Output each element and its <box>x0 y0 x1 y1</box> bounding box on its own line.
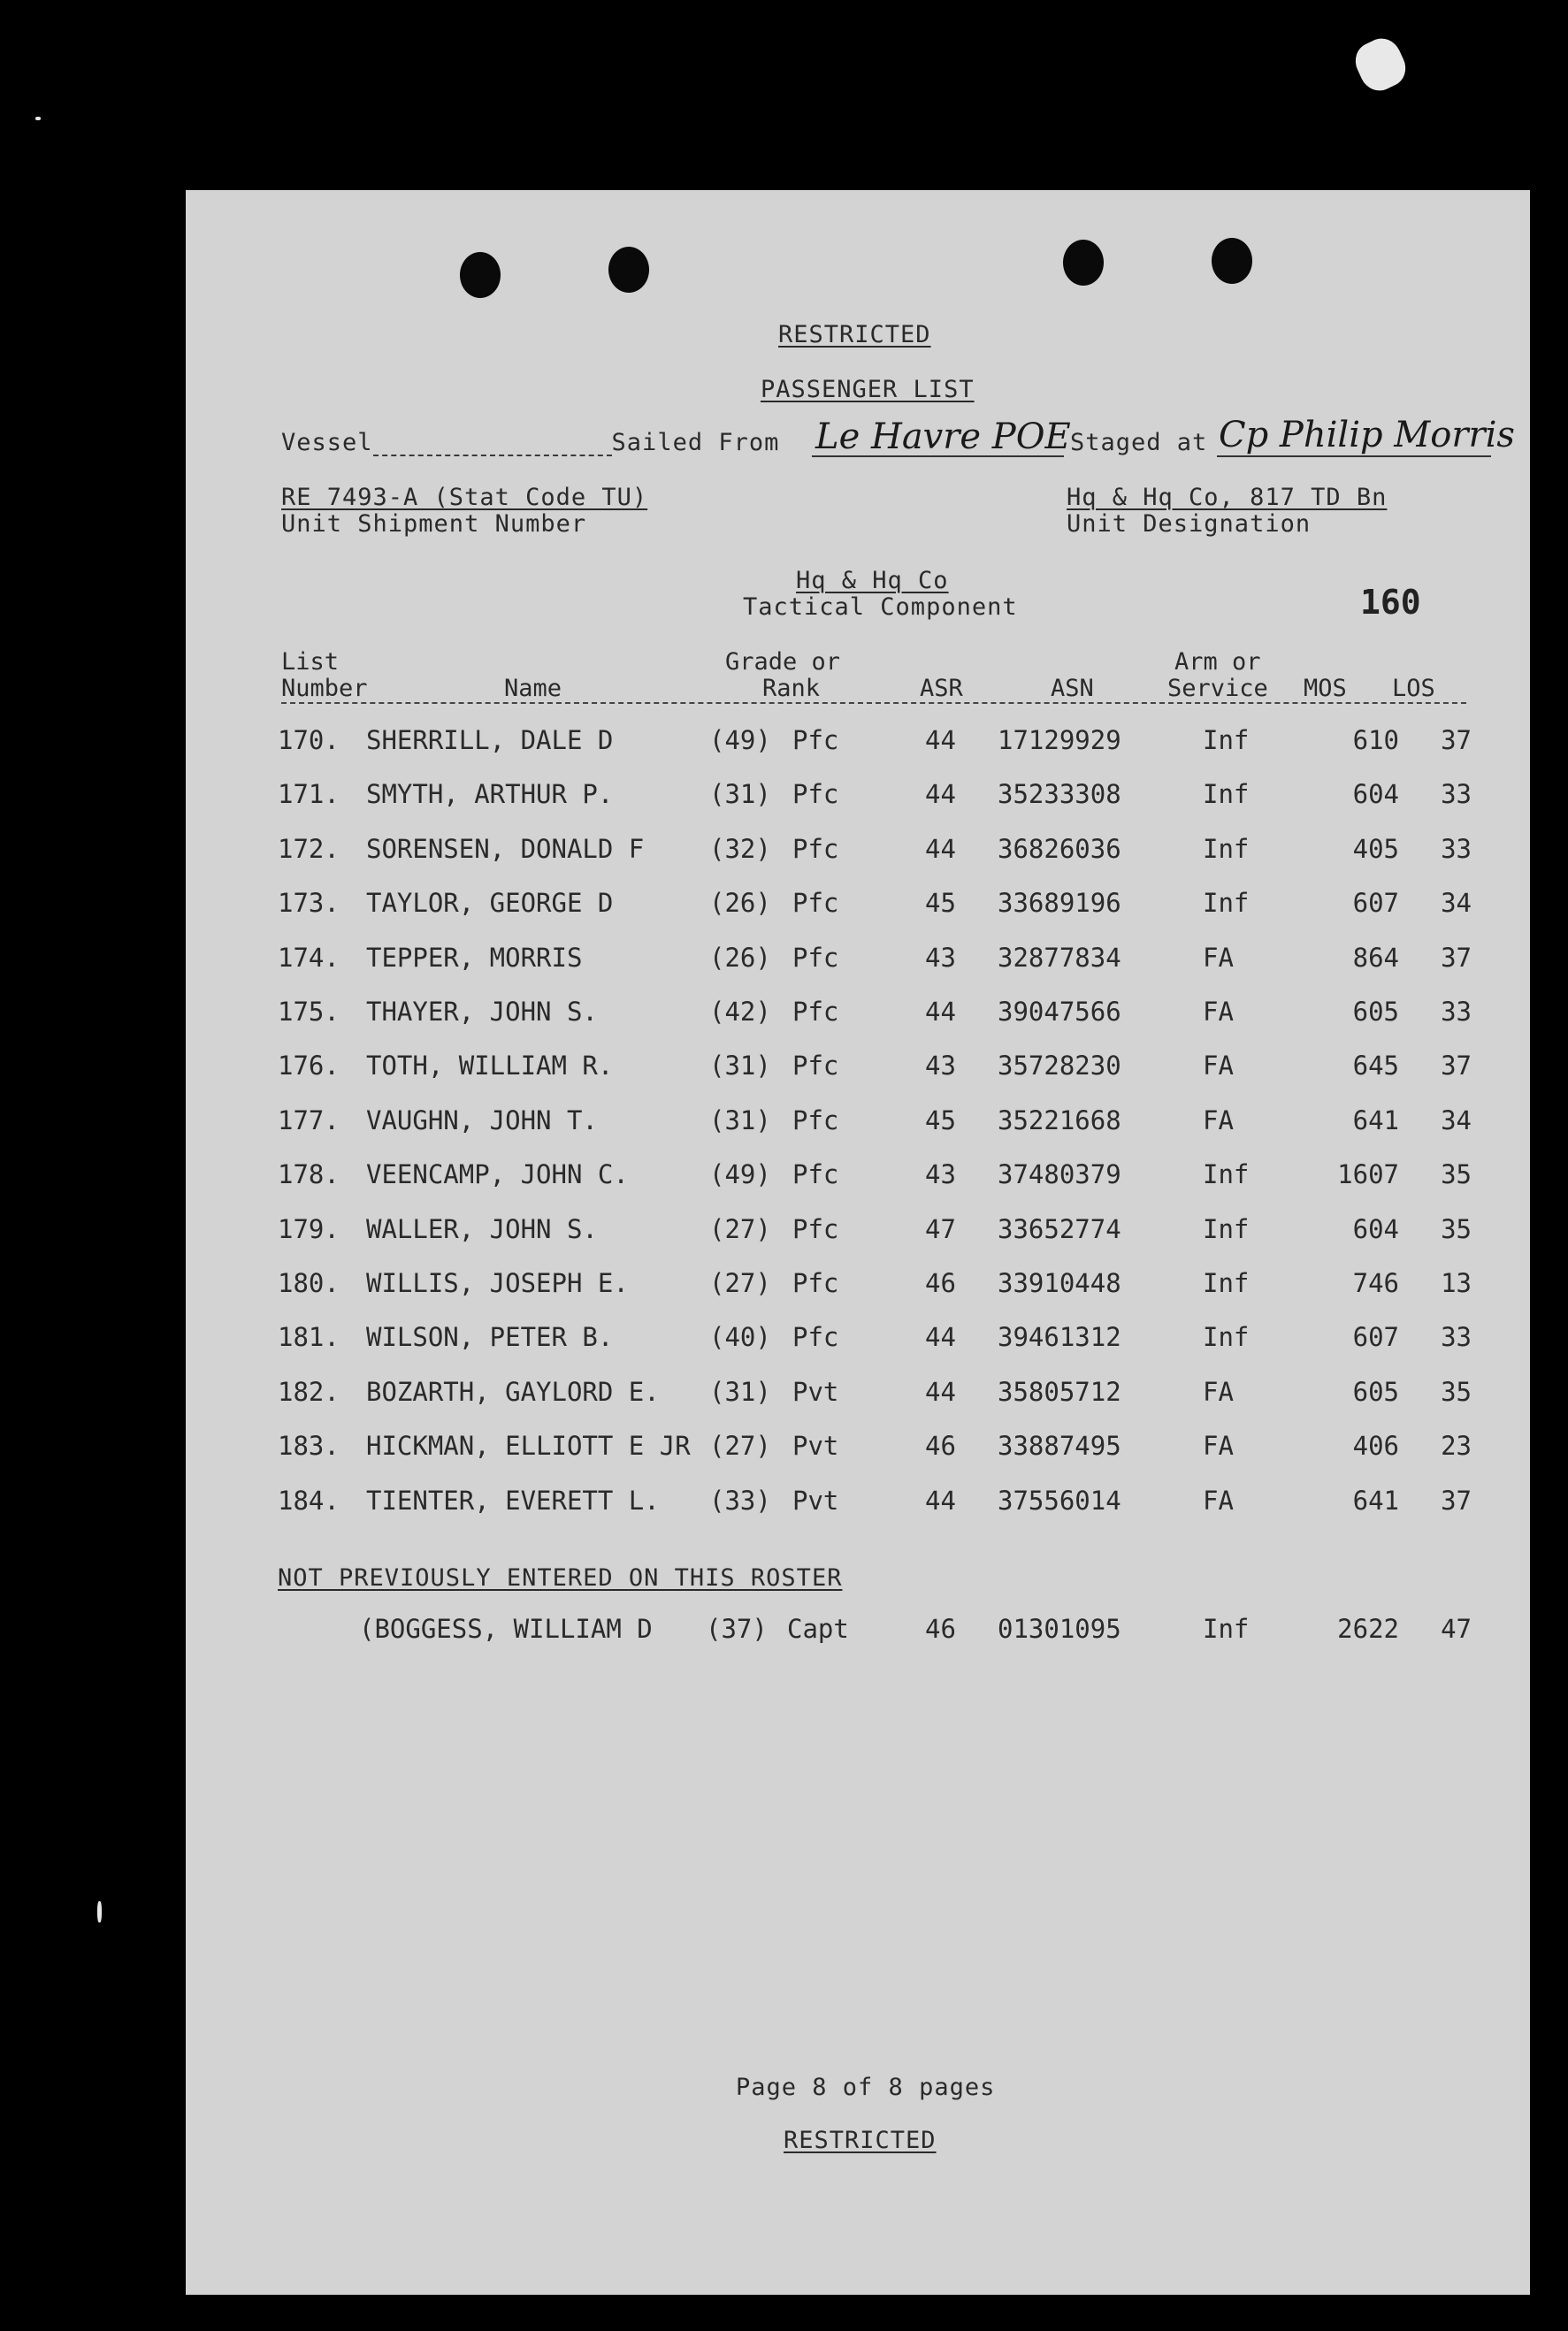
row-name: SHERRILL, DALE D <box>366 725 614 755</box>
row-name: VEENCAMP, JOHN C. <box>366 1159 629 1189</box>
row-asn: 39047566 <box>998 997 1121 1027</box>
row-arm: FA <box>1203 943 1234 973</box>
row-los: 34 <box>1441 888 1472 918</box>
row-arm: FA <box>1203 1377 1234 1407</box>
row-arm: Inf <box>1203 1322 1250 1352</box>
row-rank: Pvt <box>792 1377 839 1407</box>
table-row <box>186 725 1530 760</box>
col-asn: ASN <box>1051 675 1094 702</box>
row-los: 35 <box>1441 1159 1472 1189</box>
row-asn: 33652774 <box>998 1214 1121 1244</box>
col-asr: ASR <box>920 675 963 702</box>
scan-speck <box>35 117 41 120</box>
row-arm: Inf <box>1203 725 1250 755</box>
row-age: (26) <box>709 943 771 973</box>
row-number: 184. <box>278 1486 340 1516</box>
table-row <box>186 1431 1530 1466</box>
row-number: 180. <box>278 1268 340 1298</box>
row-mos: 406 <box>1352 1431 1399 1461</box>
row-asr: 46 <box>925 1614 956 1644</box>
row-arm: FA <box>1203 1051 1234 1081</box>
row-name: TOTH, WILLIAM R. <box>366 1051 614 1081</box>
row-arm: Inf <box>1203 834 1250 864</box>
row-asr: 44 <box>925 779 956 809</box>
row-rank: Pfc <box>792 997 839 1027</box>
row-rank: Pfc <box>792 725 839 755</box>
row-rank: Pvt <box>792 1486 839 1516</box>
table-row <box>186 1614 1530 1649</box>
punch-hole <box>1212 238 1252 284</box>
row-arm: Inf <box>1203 1268 1250 1298</box>
row-asr: 45 <box>925 888 956 918</box>
header-underline <box>281 702 1466 704</box>
row-arm: FA <box>1203 997 1234 1027</box>
page-mark: 160 <box>1360 583 1421 622</box>
vessel-line <box>281 429 779 456</box>
row-name: SORENSEN, DONALD F <box>366 834 645 864</box>
row-number: 171. <box>278 779 340 809</box>
row-asr: 44 <box>925 1486 956 1516</box>
row-age: (27) <box>709 1431 771 1461</box>
row-age: (42) <box>709 997 771 1027</box>
row-asn: 35728230 <box>998 1051 1121 1081</box>
col-los: LOS <box>1392 675 1435 702</box>
shipment-number-label: Unit Shipment Number <box>281 510 587 538</box>
row-name: HICKMAN, ELLIOTT E JR <box>366 1431 691 1461</box>
staged-at-underline <box>1217 455 1491 457</box>
row-rank: Pfc <box>792 1159 839 1189</box>
table-row <box>186 1105 1530 1141</box>
row-mos: 605 <box>1352 997 1399 1027</box>
punch-hole <box>608 247 649 293</box>
vessel-label: Vessel <box>281 429 373 456</box>
row-asr: 44 <box>925 997 956 1027</box>
row-name: VAUGHN, JOHN T. <box>366 1105 598 1135</box>
row-name: BOZARTH, GAYLORD E. <box>366 1377 660 1407</box>
unit-designation-value: Hq & Hq Co, 817 TD Bn <box>1067 484 1388 511</box>
col-name: Name <box>504 675 562 702</box>
row-age: (40) <box>709 1322 771 1352</box>
row-number: 181. <box>278 1322 340 1352</box>
row-asn: 36826036 <box>998 834 1121 864</box>
row-number: 175. <box>278 997 340 1027</box>
row-asn: 01301095 <box>998 1614 1121 1644</box>
punch-hole <box>1063 240 1104 286</box>
row-name: TIENTER, EVERETT L. <box>366 1486 660 1516</box>
table-row <box>186 1051 1530 1086</box>
row-mos: 645 <box>1352 1051 1399 1081</box>
table-row <box>186 1486 1530 1521</box>
unit-designation-label: Unit Designation <box>1067 510 1312 538</box>
row-los: 37 <box>1441 1486 1472 1516</box>
staged-at-value: Cp Philip Morris <box>1219 415 1515 455</box>
row-los: 33 <box>1441 1322 1472 1352</box>
row-asn: 33887495 <box>998 1431 1121 1461</box>
row-asr: 44 <box>925 1322 956 1352</box>
document-page <box>186 190 1530 2295</box>
row-arm: FA <box>1203 1431 1234 1461</box>
staged-at-label: Staged at <box>1070 429 1208 456</box>
scan-speck <box>97 1901 102 1922</box>
row-number: 170. <box>278 725 340 755</box>
row-mos: 864 <box>1352 943 1399 973</box>
punch-hole <box>460 252 501 298</box>
row-name: TEPPER, MORRIS <box>366 943 583 973</box>
row-rank: Capt <box>787 1614 849 1644</box>
row-mos: 604 <box>1352 1214 1399 1244</box>
row-mos: 610 <box>1352 725 1399 755</box>
col-arm-top: Arm or <box>1174 648 1261 676</box>
row-los: 34 <box>1441 1105 1472 1135</box>
row-number: 182. <box>278 1377 340 1407</box>
row-asn: 17129929 <box>998 725 1121 755</box>
row-name: (BOGGESS, WILLIAM D <box>359 1614 653 1644</box>
row-name: TAYLOR, GEORGE D <box>366 888 614 918</box>
row-mos: 607 <box>1352 888 1399 918</box>
shipment-number-value: RE 7493-A (Stat Code TU) <box>281 484 648 511</box>
row-los: 13 <box>1441 1268 1472 1298</box>
row-los: 33 <box>1441 834 1472 864</box>
row-rank: Pfc <box>792 1105 839 1135</box>
row-name: THAYER, JOHN S. <box>366 997 598 1027</box>
row-los: 33 <box>1441 997 1472 1027</box>
row-mos: 605 <box>1352 1377 1399 1407</box>
row-mos: 641 <box>1352 1486 1399 1516</box>
row-number: 177. <box>278 1105 340 1135</box>
row-mos: 405 <box>1352 834 1399 864</box>
row-age: (49) <box>709 725 771 755</box>
row-number: 183. <box>278 1431 340 1461</box>
document-title: PASSENGER LIST <box>761 376 975 403</box>
table-row <box>186 1159 1530 1195</box>
row-age: (31) <box>709 1377 771 1407</box>
table-row <box>186 888 1530 923</box>
col-grade-top: Grade or <box>725 648 841 676</box>
row-rank: Pvt <box>792 1431 839 1461</box>
row-rank: Pfc <box>792 1051 839 1081</box>
row-asr: 45 <box>925 1105 956 1135</box>
vessel-blank <box>373 432 612 456</box>
row-number: 174. <box>278 943 340 973</box>
row-number: 179. <box>278 1214 340 1244</box>
row-rank: Pfc <box>792 888 839 918</box>
row-mos: 746 <box>1352 1268 1399 1298</box>
row-age: (31) <box>709 1105 771 1135</box>
row-number: 172. <box>278 834 340 864</box>
row-asr: 46 <box>925 1431 956 1461</box>
row-asr: 44 <box>925 1377 956 1407</box>
table-row <box>186 1377 1530 1412</box>
row-rank: Pfc <box>792 1322 839 1352</box>
row-arm: Inf <box>1203 888 1250 918</box>
row-los: 47 <box>1441 1614 1472 1644</box>
row-name: WILSON, PETER B. <box>366 1322 614 1352</box>
row-los: 37 <box>1441 725 1472 755</box>
row-age: (31) <box>709 779 771 809</box>
table-row <box>186 997 1530 1032</box>
col-arm-bottom: Service <box>1167 675 1268 702</box>
row-los: 35 <box>1441 1214 1472 1244</box>
classification-top: RESTRICTED <box>778 321 931 348</box>
row-mos: 607 <box>1352 1322 1399 1352</box>
row-number: 178. <box>278 1159 340 1189</box>
row-asn: 33689196 <box>998 888 1121 918</box>
row-rank: Pfc <box>792 943 839 973</box>
row-asn: 35805712 <box>998 1377 1121 1407</box>
row-rank: Pfc <box>792 779 839 809</box>
row-asr: 47 <box>925 1214 956 1244</box>
table-row <box>186 943 1530 978</box>
page-count: Page 8 of 8 pages <box>736 2074 996 2101</box>
row-name: WILLIS, JOSEPH E. <box>366 1268 629 1298</box>
row-asn: 39461312 <box>998 1322 1121 1352</box>
row-age: (27) <box>709 1214 771 1244</box>
row-rank: Pfc <box>792 834 839 864</box>
row-age: (49) <box>709 1159 771 1189</box>
table-row <box>186 834 1530 869</box>
row-rank: Pfc <box>792 1214 839 1244</box>
col-list-number-bottom: Number <box>281 675 368 702</box>
row-asr: 44 <box>925 834 956 864</box>
table-row <box>186 1268 1530 1303</box>
table-row <box>186 1214 1530 1250</box>
row-asn: 37480379 <box>998 1159 1121 1189</box>
row-number: 173. <box>278 888 340 918</box>
row-arm: Inf <box>1203 1614 1250 1644</box>
col-list-number-top: List <box>281 648 340 676</box>
row-name: WALLER, JOHN S. <box>366 1214 598 1244</box>
row-los: 35 <box>1441 1377 1472 1407</box>
row-arm: Inf <box>1203 1159 1250 1189</box>
row-rank: Pfc <box>792 1268 839 1298</box>
tactical-component-label: Tactical Component <box>743 593 1018 621</box>
row-asr: 43 <box>925 1051 956 1081</box>
row-mos: 1607 <box>1337 1159 1399 1189</box>
row-asn: 35221668 <box>998 1105 1121 1135</box>
col-mos: MOS <box>1304 675 1347 702</box>
row-asn: 37556014 <box>998 1486 1121 1516</box>
row-age: (33) <box>709 1486 771 1516</box>
sailed-from-underline <box>812 455 1064 457</box>
sailed-from-label: Sailed From <box>611 429 780 456</box>
table-row <box>186 1322 1530 1357</box>
row-asr: 44 <box>925 725 956 755</box>
row-number: 176. <box>278 1051 340 1081</box>
col-grade-bottom: Rank <box>762 675 821 702</box>
row-arm: FA <box>1203 1486 1234 1516</box>
tactical-component-value: Hq & Hq Co <box>796 567 949 594</box>
table-row <box>186 779 1530 814</box>
row-arm: Inf <box>1203 779 1250 809</box>
sailed-from-value: Le Havre POE <box>815 417 1071 457</box>
row-age: (32) <box>709 834 771 864</box>
row-name: SMYTH, ARTHUR P. <box>366 779 614 809</box>
row-asn: 35233308 <box>998 779 1121 809</box>
row-mos: 604 <box>1352 779 1399 809</box>
scan-speck <box>1350 33 1412 97</box>
not-previously-heading: NOT PREVIOUSLY ENTERED ON THIS ROSTER <box>278 1564 843 1592</box>
row-arm: Inf <box>1203 1214 1250 1244</box>
row-asr: 46 <box>925 1268 956 1298</box>
row-age: (27) <box>709 1268 771 1298</box>
row-los: 33 <box>1441 779 1472 809</box>
row-age: (37) <box>706 1614 768 1644</box>
row-asn: 33910448 <box>998 1268 1121 1298</box>
row-los: 37 <box>1441 1051 1472 1081</box>
row-arm: FA <box>1203 1105 1234 1135</box>
row-mos: 641 <box>1352 1105 1399 1135</box>
row-asn: 32877834 <box>998 943 1121 973</box>
row-los: 23 <box>1441 1431 1472 1461</box>
row-asr: 43 <box>925 1159 956 1189</box>
row-mos: 2622 <box>1337 1614 1399 1644</box>
classification-bottom: RESTRICTED <box>784 2127 937 2154</box>
row-asr: 43 <box>925 943 956 973</box>
row-los: 37 <box>1441 943 1472 973</box>
row-age: (26) <box>709 888 771 918</box>
row-age: (31) <box>709 1051 771 1081</box>
